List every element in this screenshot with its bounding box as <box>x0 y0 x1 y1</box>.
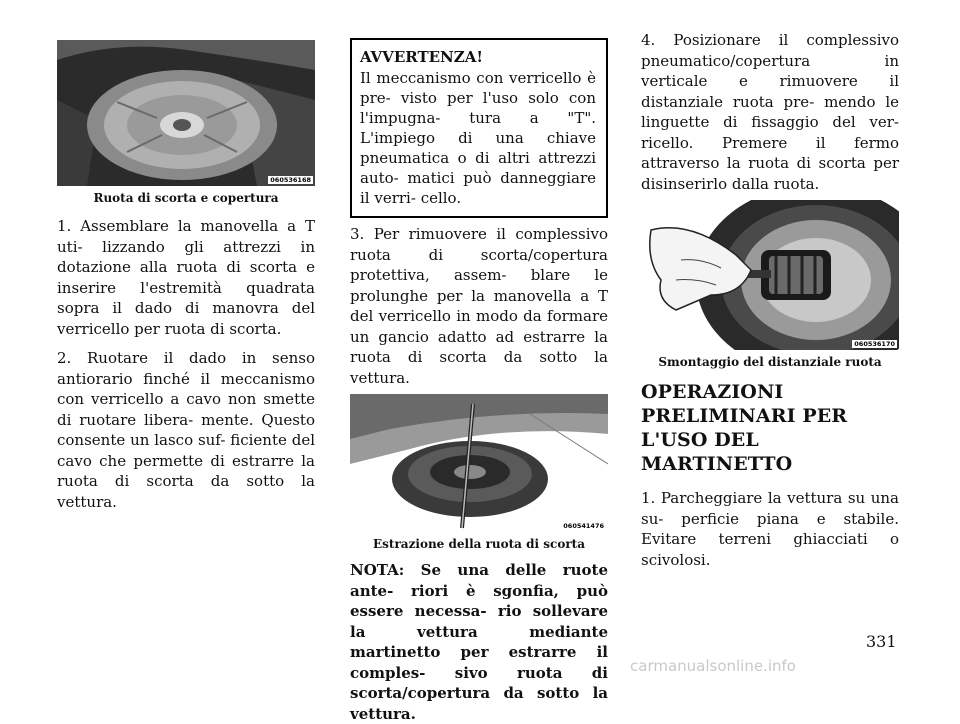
spare-removal-photo <box>350 394 608 532</box>
figure-code: 060536168 <box>270 175 311 184</box>
section-heading: OPERAZIONI PRELIMINARI PER L'USO DEL MARTINETTO <box>641 381 848 475</box>
note-text: NOTA: Se una delle ruote ante- riori è sgonfia, può essere necessa- rio sollevare la vettura mediante martinetto per estrarre il comples- sivo ruota di scorta/copertura da sotto la vettura. <box>350 561 608 723</box>
figure-caption: Smontaggio del distanziale ruota <box>658 355 882 369</box>
spacer-removal-photo <box>641 200 899 350</box>
figure-caption: Ruota di scorta e copertura <box>93 191 279 205</box>
step-5-text: 1. Parcheggiare la vettura su una su- perficie piana e stabile. Evitare terreni ghiacciati o scivolosi. <box>641 489 899 569</box>
step-4-text: 4. Posizionare il complessivo pneumatico/copertura in verticale e rimuovere il distanziale ruota pre- mendo le linguette di fissaggio del ver- ricello. Premere il fermo attraverso la ruota di scorta per disinserirlo dalla ruota. <box>641 31 899 193</box>
column-left <box>57 0 315 512</box>
step-3-text: 3. Per rimuovere il complessivo ruota di scorta/copertura protettiva, assem- blare le prolunghe per la manovella a T del verricello in modo da formare un gancio adatto ad estrarre la ruota di scorta da sotto la vettura. <box>350 225 608 387</box>
step-2-text: 2. Ruotare il dado in senso antiorario finché il meccanismo con verricello a cavo non smette di ruotare libera- mente. Questo consente un lasco suf- ficiente del cavo che permette di estrarre la ruota di scorta da sotto la vettura. <box>57 349 315 511</box>
page-number: 331 <box>866 632 897 651</box>
spacer-removal-illustration <box>641 200 899 350</box>
warning-box <box>350 38 608 218</box>
column-middle <box>350 0 608 724</box>
step-1-text: 1. Assemblare la manovella a T uti- lizzando gli attrezzi in dotazione alla ruota di scorta e inserire l'estremità quadrata sopra il dado di manovra del verricello per ruota di scorta. <box>57 217 315 338</box>
spare-tire-photo <box>57 40 315 186</box>
warning-text: Il meccanismo con verricello è pre- visto per l'uso solo con l'impugna- tura a "T". L'impiego di una chiave pneumatica o di altri attrezzi auto- matici può danneggiare il verri- cello. <box>360 69 596 207</box>
figure-code: 060541476 <box>563 521 604 530</box>
spare-tire-illustration <box>57 40 315 186</box>
spare-removal-illustration <box>350 394 608 532</box>
watermark: carmanualsonline.info <box>630 657 796 675</box>
column-right <box>641 0 899 570</box>
warning-title: AVVERTENZA! <box>360 48 483 66</box>
figure-code: 060536170 <box>854 339 895 348</box>
figure-caption: Estrazione della ruota di scorta <box>373 537 585 551</box>
